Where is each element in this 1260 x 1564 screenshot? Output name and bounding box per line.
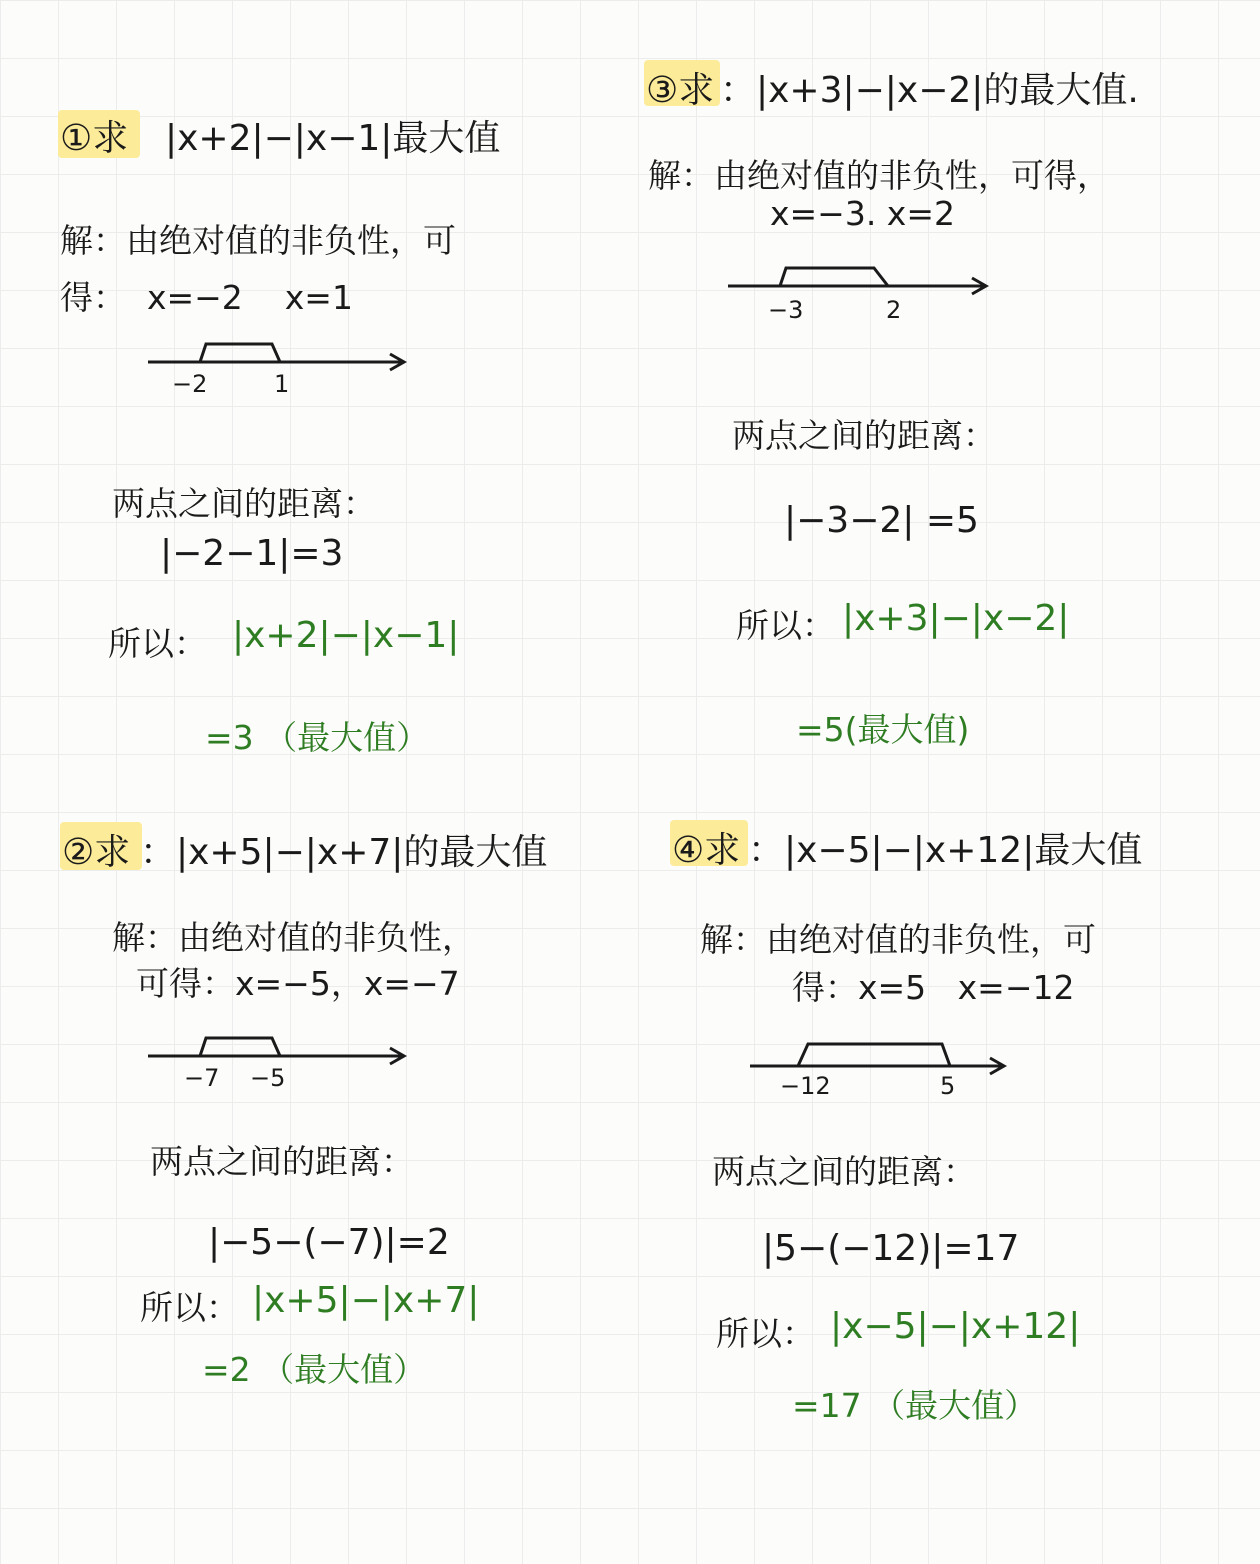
number-line bbox=[744, 1030, 1014, 1074]
so-label: 所以： bbox=[716, 1314, 815, 1353]
distance-calc: |5−(−12)|=17 bbox=[762, 1228, 1020, 1269]
point-label: −3 bbox=[768, 296, 804, 324]
distance-calc: |−3−2| =5 bbox=[784, 500, 979, 541]
point-label: −5 bbox=[250, 1064, 286, 1092]
solve-line-2: 得： x=−2 x=1 bbox=[60, 278, 353, 317]
so-label: 所以： bbox=[140, 1288, 239, 1327]
solve-line-1: 解：由绝对值的非负性，可得， bbox=[648, 156, 1110, 195]
number-line bbox=[722, 256, 1002, 296]
problem-label: ④求 bbox=[672, 830, 741, 871]
so-expression: |x+2|−|x−1| bbox=[232, 615, 460, 656]
point-label: −7 bbox=[184, 1064, 220, 1092]
result: =2 （最大值） bbox=[202, 1350, 427, 1389]
solve-line-2: 得：x=5 x=−12 bbox=[792, 968, 1075, 1007]
so-expression: |x−5|−|x+12| bbox=[830, 1306, 1081, 1347]
point-label: 5 bbox=[940, 1072, 956, 1100]
number-line bbox=[140, 330, 420, 370]
point-label: 1 bbox=[274, 370, 290, 398]
solve-line-1: 解：由绝对值的非负性，可 bbox=[60, 221, 456, 260]
result: =5(最大值) bbox=[796, 710, 970, 749]
distance-calc: |−2−1|=3 bbox=[160, 533, 344, 574]
problem-question: ：|x+3|−|x−2|的最大值. bbox=[720, 70, 1139, 111]
so-label: 所以： bbox=[736, 606, 835, 645]
result: =3 （最大值） bbox=[205, 718, 430, 757]
problem-question: |x+2|−|x−1|最大值 bbox=[165, 118, 501, 159]
distance-label: 两点之间的距离： bbox=[112, 484, 376, 523]
solve-line-2: x=−3. x=2 bbox=[770, 194, 955, 233]
point-label: 2 bbox=[886, 296, 902, 324]
number-line bbox=[140, 1024, 420, 1064]
problem-label: ③求 bbox=[646, 70, 715, 111]
so-expression: |x+5|−|x+7| bbox=[252, 1280, 480, 1321]
distance-label: 两点之间的距离： bbox=[732, 416, 996, 455]
distance-label: 两点之间的距离： bbox=[150, 1142, 414, 1181]
point-label: −12 bbox=[780, 1072, 831, 1100]
so-label: 所以： bbox=[108, 624, 207, 663]
distance-calc: |−5−(−7)|=2 bbox=[208, 1222, 450, 1263]
problem-label: ②求 bbox=[62, 832, 131, 873]
solve-line-1: 解：由绝对值的非负性， bbox=[112, 918, 475, 957]
result: =17 （最大值） bbox=[792, 1386, 1038, 1425]
distance-label: 两点之间的距离： bbox=[712, 1152, 976, 1191]
solve-line-2: 可得：x=−5，x=−7 bbox=[136, 964, 460, 1003]
problem-question: ：|x+5|−|x+7|的最大值 bbox=[140, 832, 548, 873]
so-expression: |x+3|−|x−2| bbox=[842, 598, 1070, 639]
problem-question: ：|x−5|−|x+12|最大值 bbox=[748, 830, 1143, 871]
solve-line-1: 解：由绝对值的非负性，可 bbox=[700, 920, 1096, 959]
problem-label: ①求 bbox=[60, 118, 129, 159]
point-label: −2 bbox=[172, 370, 208, 398]
